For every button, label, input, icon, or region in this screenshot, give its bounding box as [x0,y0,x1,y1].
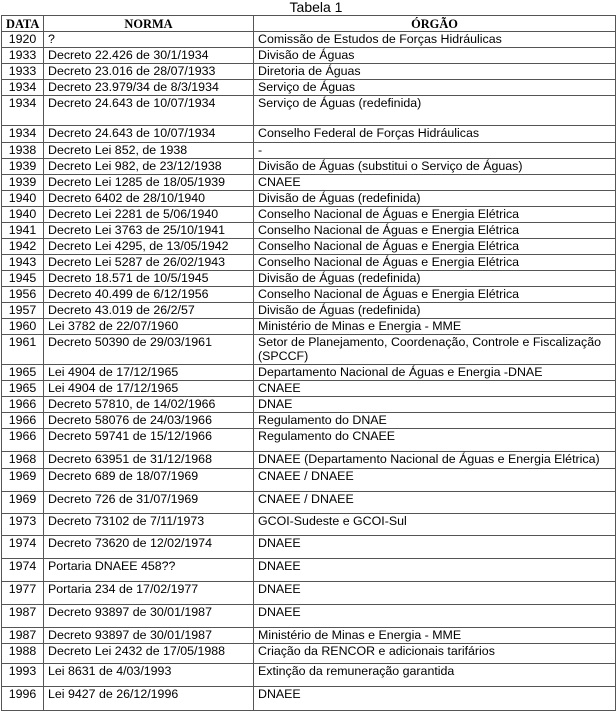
table-row [2,223,616,239]
cell-norma: Decreto 93897 de 30/01/1987 [44,605,254,628]
cell-norma: Lei 9427 de 26/12/1996 [44,687,254,711]
cell-orgao: DNAEE [254,559,616,582]
cell-orgao: Ministério de Minas e Energia - MME [254,628,616,644]
cell-orgao: Setor de Planejamento, Coordenação, Controle e Fiscalização (SPCCF) [254,335,616,365]
cell-orgao: DNAEE [254,582,616,605]
cell-orgao: Divisão de Águas [254,48,616,64]
cell-orgao: Diretoria de Águas [254,64,616,80]
cell-norma: Decreto 73102 de 7/11/1973 [44,514,254,536]
cell-orgao: Conselho Nacional de Águas e Energia Elétrica [254,239,616,255]
cell-data: 1966 [2,413,44,429]
cell-data: 1940 [2,207,44,223]
cell-orgao: DNAEE [254,605,616,628]
cell-norma: Decreto 24.643 de 10/07/1934 [44,126,254,143]
header-data: DATA [2,16,44,32]
cell-orgao: DNAE [254,397,616,413]
table-row [2,664,616,687]
cell-data: 1934 [2,126,44,143]
cell-orgao: CNAEE [254,381,616,397]
cell-norma: Decreto 726 de 31/07/1969 [44,492,254,514]
cell-data: 1966 [2,429,44,452]
cell-data: 1996 [2,687,44,711]
cell-orgao: DNAEE (Departamento Nacional de Águas e Energia Elétrica) [254,452,616,469]
cell-orgao: Comissão de Estudos de Forças Hidráulicas [254,32,616,48]
cell-data: 1942 [2,239,44,255]
cell-data: 1987 [2,605,44,628]
cell-orgao: Serviço de Águas [254,80,616,96]
cell-norma: Decreto Lei 2432 de 17/05/1988 [44,644,254,664]
cell-data: 1966 [2,397,44,413]
cell-norma: Decreto Lei 5287 de 26/02/1943 [44,255,254,271]
table-row [2,365,616,381]
cell-data: 1957 [2,303,44,319]
cell-data: 1938 [2,143,44,159]
cell-norma: Decreto 73620 de 12/02/1974 [44,536,254,559]
table-row [2,303,616,319]
table-row [2,381,616,397]
cell-data: 1988 [2,644,44,664]
cell-norma: Decreto Lei 3763 de 25/10/1941 [44,223,254,239]
cell-orgao: Divisão de Águas (redefinida) [254,191,616,207]
cell-orgao: Conselho Nacional de Águas e Energia Elétrica [254,255,616,271]
cell-norma: Portaria DNAEE 458?? [44,559,254,582]
cell-orgao: Criação da RENCOR e adicionais tarifários [254,644,616,664]
header-norma: NORMA [44,16,254,32]
cell-norma: Decreto 50390 de 29/03/1961 [44,335,254,365]
table-row [2,255,616,271]
table-row [2,559,616,582]
cell-data: 1974 [2,536,44,559]
cell-data: 1940 [2,191,44,207]
cell-orgao: CNAEE / DNAEE [254,492,616,514]
table-row [2,32,616,48]
table-row [2,48,616,64]
table-row [2,319,616,335]
cell-orgao: Conselho Federal de Forças Hidráulicas [254,126,616,143]
cell-data: 1934 [2,80,44,96]
table-row [2,452,616,469]
cell-orgao: Departamento Nacional de Águas e Energia -DNAE [254,365,616,381]
cell-norma: Decreto 40.499 de 6/12/1956 [44,287,254,303]
cell-data: 1987 [2,628,44,644]
cell-norma: Decreto Lei 2281 de 5/06/1940 [44,207,254,223]
cell-norma: Lei 4904 de 17/12/1965 [44,365,254,381]
cell-data: 1969 [2,492,44,514]
cell-orgao: DNAEE [254,687,616,711]
header-orgao: ÓRGÃO [254,16,616,32]
table-row [2,64,616,80]
table-row [2,687,616,711]
cell-norma: Decreto 6402 de 28/10/1940 [44,191,254,207]
cell-norma: Lei 4904 de 17/12/1965 [44,381,254,397]
cell-norma: Decreto Lei 1285 de 18/05/1939 [44,175,254,191]
table-row [2,159,616,175]
cell-orgao: Conselho Nacional de Águas e Energia Elétrica [254,223,616,239]
cell-data: 1977 [2,582,44,605]
table-row [2,628,616,644]
cell-orgao: GCOI-Sudeste e GCOI-Sul [254,514,616,536]
cell-data: 1939 [2,159,44,175]
cell-orgao: Ministério de Minas e Energia - MME [254,319,616,335]
cell-data: 1943 [2,255,44,271]
cell-data: 1974 [2,559,44,582]
cell-norma: Decreto 18.571 de 10/5/1945 [44,271,254,287]
table-title: Tabela 1 [289,0,343,15]
cell-norma: Portaria 234 de 17/02/1977 [44,582,254,605]
cell-data: 1993 [2,664,44,687]
cell-data: 1920 [2,32,44,48]
table-row [2,207,616,223]
cell-norma: Decreto 23.016 de 28/07/1933 [44,64,254,80]
table-row [2,397,616,413]
table-row [2,429,616,452]
cell-data: 1960 [2,319,44,335]
table-row [2,605,616,628]
cell-orgao: Extinção da remuneração garantida [254,664,616,687]
cell-orgao: - [254,143,616,159]
cell-norma: Decreto 689 de 18/07/1969 [44,469,254,492]
table-row [2,143,616,159]
cell-norma: Decreto 22.426 de 30/1/1934 [44,48,254,64]
cell-orgao: Divisão de Águas (redefinida) [254,303,616,319]
cell-data: 1956 [2,287,44,303]
cell-data: 1945 [2,271,44,287]
cell-orgao: DNAEE [254,536,616,559]
cell-norma: Decreto Lei 852, de 1938 [44,143,254,159]
table-row [2,287,616,303]
table-row [2,469,616,492]
table-row [2,96,616,126]
cell-data: 1939 [2,175,44,191]
cell-norma: ? [44,32,254,48]
cell-norma: Lei 3782 de 22/07/1960 [44,319,254,335]
cell-data: 1961 [2,335,44,365]
table-row [2,644,616,664]
cell-data: 1969 [2,469,44,492]
cell-norma: Decreto 43.019 de 26/2/57 [44,303,254,319]
cell-norma: Decreto 59741 de 15/12/1966 [44,429,254,452]
table-row [2,514,616,536]
cell-data: 1933 [2,48,44,64]
cell-orgao: Divisão de Águas (redefinida) [254,271,616,287]
cell-orgao: CNAEE [254,175,616,191]
cell-data: 1933 [2,64,44,80]
table-row [2,271,616,287]
cell-data: 1965 [2,365,44,381]
table-row [2,492,616,514]
table-row [2,126,616,143]
table-row [2,536,616,559]
table-row [2,582,616,605]
table-row [2,191,616,207]
cell-orgao: Serviço de Águas (redefinida) [254,96,616,126]
cell-data: 1968 [2,452,44,469]
cell-norma: Decreto 93897 de 30/01/1987 [44,628,254,644]
cell-orgao: Regulamento do DNAE [254,413,616,429]
table-body [2,32,616,711]
legislation-table [1,15,616,711]
cell-norma: Decreto Lei 982, de 23/12/1938 [44,159,254,175]
cell-norma: Decreto 24.643 de 10/07/1934 [44,96,254,126]
cell-norma: Decreto 58076 de 24/03/1966 [44,413,254,429]
cell-orgao: Regulamento do CNAEE [254,429,616,452]
cell-data: 1965 [2,381,44,397]
cell-data: 1973 [2,514,44,536]
table-row [2,80,616,96]
table-row [2,175,616,191]
cell-orgao: Conselho Nacional de Águas e Energia Elétrica [254,207,616,223]
table-row [2,335,616,365]
table-row [2,413,616,429]
cell-norma: Lei 8631 de 4/03/1993 [44,664,254,687]
cell-data: 1941 [2,223,44,239]
cell-orgao: Conselho Nacional de Águas e Energia Elétrica [254,287,616,303]
table-row [2,239,616,255]
cell-norma: Decreto 23.979/34 de 8/3/1934 [44,80,254,96]
cell-orgao: CNAEE / DNAEE [254,469,616,492]
cell-norma: Decreto 63951 de 31/12/1968 [44,452,254,469]
cell-data: 1934 [2,96,44,126]
table-header-row [2,16,616,32]
cell-norma: Decreto 57810, de 14/02/1966 [44,397,254,413]
cell-orgao: Divisão de Águas (substitui o Serviço de Águas) [254,159,616,175]
cell-norma: Decreto Lei 4295, de 13/05/1942 [44,239,254,255]
